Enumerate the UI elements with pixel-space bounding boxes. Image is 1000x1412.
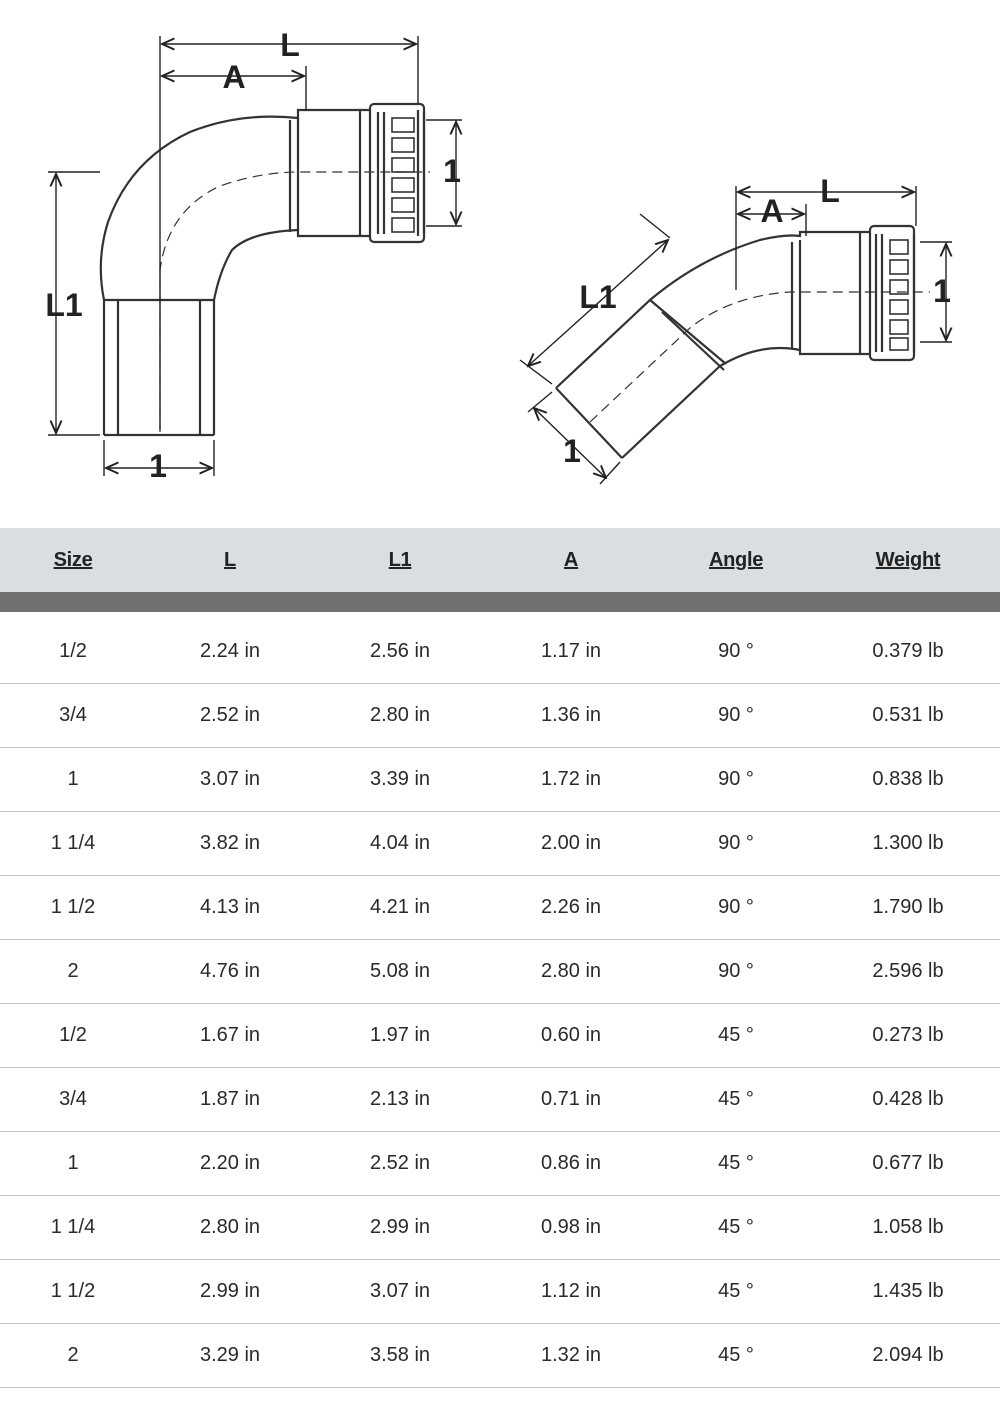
- cell-a: 1.17 in: [540, 640, 602, 662]
- cell-weight: 0.677 lb: [872, 1152, 944, 1174]
- table-body: [0, 612, 1000, 1388]
- cell-l1: 4.04 in: [369, 832, 431, 854]
- cell-a: 0.71 in: [540, 1088, 602, 1110]
- table-row: [0, 748, 1000, 812]
- cell-weight: 1.300 lb: [872, 832, 944, 854]
- header-l1: L1: [388, 548, 412, 571]
- cell-l1: 2.56 in: [369, 640, 431, 662]
- cell-size: 2: [67, 1344, 79, 1366]
- elbow-45-dimensions: [520, 186, 952, 484]
- header-weight: Weight: [875, 548, 941, 571]
- cell-weight: 0.273 lb: [872, 1024, 944, 1046]
- elbow-90-label-a: A: [222, 59, 246, 95]
- table-row: [0, 1260, 1000, 1324]
- cell-size: 1 1/4: [50, 832, 96, 854]
- cell-angle: 45 °: [718, 1216, 754, 1238]
- cell-size: 2: [67, 960, 79, 982]
- cell-a: 0.60 in: [540, 1024, 602, 1046]
- table-row: [0, 876, 1000, 940]
- cell-size: 3/4: [59, 1088, 87, 1110]
- cell-l: 2.20 in: [199, 1152, 261, 1174]
- header-divider: [0, 592, 1000, 612]
- cell-size: 1: [67, 1152, 79, 1174]
- fitting-diagrams: [0, 0, 1000, 528]
- header-l: L: [224, 548, 236, 571]
- cell-weight: 0.838 lb: [872, 768, 944, 790]
- elbow-90-label-l1: L1: [45, 287, 83, 323]
- table-row: [0, 1324, 1000, 1388]
- cell-l: 3.82 in: [199, 832, 261, 854]
- table-row: [0, 1196, 1000, 1260]
- cell-angle: 90 °: [718, 832, 754, 854]
- table-row: [0, 812, 1000, 876]
- cell-a: 2.80 in: [540, 960, 602, 982]
- cell-angle: 90 °: [718, 960, 754, 982]
- elbow-90-label-diameter-right: 1: [443, 153, 461, 189]
- cell-l1: 2.13 in: [369, 1088, 431, 1110]
- cell-size: 1/2: [59, 640, 87, 662]
- cell-l1: 2.99 in: [369, 1216, 431, 1238]
- cell-angle: 45 °: [718, 1344, 754, 1366]
- elbow-45-label-l1: L1: [579, 279, 617, 315]
- cell-angle: 45 °: [718, 1088, 754, 1110]
- cell-angle: 90 °: [718, 768, 754, 790]
- cell-a: 2.26 in: [540, 896, 602, 918]
- cell-size: 3/4: [59, 704, 87, 726]
- cell-l: 2.80 in: [199, 1216, 261, 1238]
- elbow-90-label-diameter-bottom: 1: [149, 448, 167, 484]
- cell-a: 1.12 in: [540, 1280, 602, 1302]
- elbow-90-label-l: L: [280, 27, 300, 63]
- cell-l1: 4.21 in: [369, 896, 431, 918]
- cell-l1: 2.80 in: [369, 704, 431, 726]
- cell-angle: 45 °: [718, 1024, 754, 1046]
- dimensions-table: [0, 528, 1000, 1388]
- cell-weight: 1.058 lb: [872, 1216, 944, 1238]
- header-angle: Angle: [708, 548, 764, 571]
- elbow-45-drawing: [556, 226, 930, 458]
- cell-a: 1.32 in: [540, 1344, 602, 1366]
- cell-a: 2.00 in: [540, 832, 602, 854]
- cell-angle: 90 °: [718, 640, 754, 662]
- cell-size: 1: [67, 768, 79, 790]
- elbow-90-dimensions: [48, 36, 462, 476]
- cell-angle: 45 °: [718, 1152, 754, 1174]
- table-row: [0, 620, 1000, 684]
- cell-l: 2.24 in: [199, 640, 261, 662]
- elbow-45-label-diameter-right: 1: [933, 273, 951, 309]
- cell-weight: 0.531 lb: [872, 704, 944, 726]
- cell-weight: 0.428 lb: [872, 1088, 944, 1110]
- cell-a: 1.36 in: [540, 704, 602, 726]
- cell-size: 1 1/2: [50, 896, 96, 918]
- cell-weight: 1.435 lb: [872, 1280, 944, 1302]
- cell-l1: 2.52 in: [369, 1152, 431, 1174]
- cell-angle: 90 °: [718, 704, 754, 726]
- cell-l: 1.67 in: [199, 1024, 261, 1046]
- table-row: [0, 940, 1000, 1004]
- cell-l1: 3.39 in: [369, 768, 431, 790]
- elbow-90-drawing: [101, 104, 430, 435]
- cell-size: 1 1/4: [50, 1216, 96, 1238]
- cell-l1: 1.97 in: [369, 1024, 431, 1046]
- header-size: Size: [53, 548, 93, 571]
- cell-l1: 3.07 in: [369, 1280, 431, 1302]
- table-row: [0, 684, 1000, 748]
- table-header: [0, 528, 1000, 592]
- cell-a: 1.72 in: [540, 768, 602, 790]
- elbow-drawings: [0, 0, 1000, 528]
- cell-weight: 0.379 lb: [872, 640, 944, 662]
- elbow-45-label-diameter-bottom: 1: [563, 433, 581, 469]
- table-row: [0, 1068, 1000, 1132]
- cell-angle: 45 °: [718, 1280, 754, 1302]
- cell-angle: 90 °: [718, 896, 754, 918]
- cell-l1: 5.08 in: [369, 960, 431, 982]
- cell-l: 4.13 in: [199, 896, 261, 918]
- elbow-45-label-a: A: [760, 193, 784, 229]
- cell-weight: 1.790 lb: [872, 896, 944, 918]
- cell-l1: 3.58 in: [369, 1344, 431, 1366]
- cell-l: 1.87 in: [199, 1088, 261, 1110]
- table-row: [0, 1004, 1000, 1068]
- cell-size: 1 1/2: [50, 1280, 96, 1302]
- cell-l: 4.76 in: [199, 960, 261, 982]
- cell-a: 0.98 in: [540, 1216, 602, 1238]
- elbow-45-label-l: L: [820, 173, 840, 209]
- cell-l: 3.29 in: [199, 1344, 261, 1366]
- cell-size: 1/2: [59, 1024, 87, 1046]
- table-row: [0, 1132, 1000, 1196]
- cell-l: 2.99 in: [199, 1280, 261, 1302]
- cell-weight: 2.596 lb: [872, 960, 944, 982]
- cell-a: 0.86 in: [540, 1152, 602, 1174]
- cell-weight: 2.094 lb: [872, 1344, 944, 1366]
- header-a: A: [563, 548, 579, 571]
- cell-l: 3.07 in: [199, 768, 261, 790]
- cell-l: 2.52 in: [199, 704, 261, 726]
